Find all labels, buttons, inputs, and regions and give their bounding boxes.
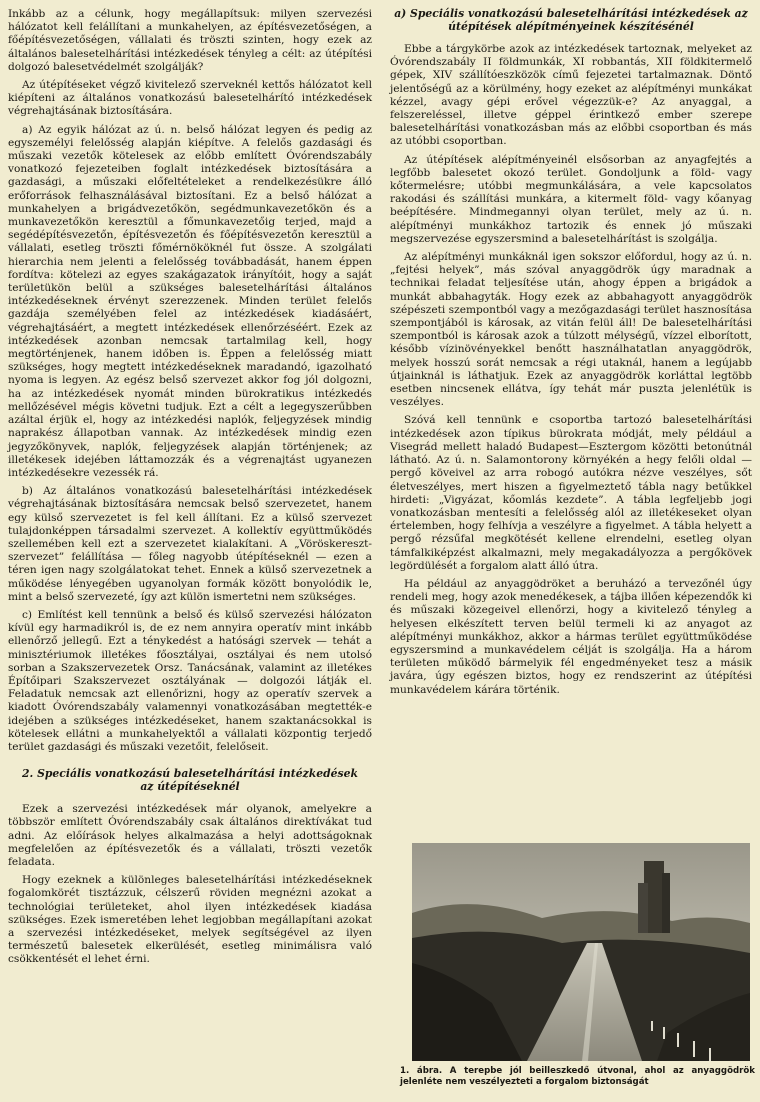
subsection-heading: a) Speciális vonatkozású balesetelhárítási intézkedések az útépítések alépítményeinek készítésénél	[394, 7, 748, 33]
paragraph: Az útépítések alépítményeinél elsősorban az anyagfejtés a legfőbb balesetet okozó terület. Gondoljunk a föld- vagy kőtermelésre; utóbbi megmunkálására, a vele kapcsolatos rakodási és szállítási munkára, a kitermelt föld- vagy kőanyag beépítésére. Mindmegannyi olyan terület, mely az ú. n. alépítményi munkákhoz tartozik és ennek jó műszaki megszervezése egyszersmind a balesetelhárítást is szolgálja.	[390, 153, 752, 245]
paragraph: Inkább az a célunk, hogy megállapítsuk: milyen szervezési hálózatot kell felállítani a munkahelyen, az építésvezetőségen, a főépítésvezetőségen, vállalati és tröszti szinten, hogy ezek az általános balesetelhárítási intézkedések tényleg a célt: az útépítési dolgozó balesetvédelmét szolgálják?	[8, 8, 372, 73]
road-photo	[412, 843, 750, 1061]
paragraph: Az alépítményi munkáknál igen sokszor előfordul, hogy az ú. n. „fejtési helyek”, más szóval anyaggödrök úgy maradnak a technikai feladat teljesítése után, ahogy éppen a brigádok a munkát abbahagyták. Hogy ezek az abbahagyott anyaggödrök szépészeti szempontból vagy a mezőgazdasági terület hasznosítása szempontjából is károsak, az vitán felül áll! De balesetelhárítási szempontból is károsak azok a túlzott mélységű, vízzel elborított, később vízinövényekkel benőtt használhatatlan anyaggödrök, melyek hosszú sorát nemcsak a régi utaknál, hanem a legújabb útjainknál is láthatjuk. Ezek az anyaggödrök korláttal legtöbb esetben nincsenek ellátva, így tehát már puszta jelenlétük is veszélyes.	[390, 251, 752, 409]
paragraph: b) Az általános vonatkozású balesetelhárítási intézkedések végrehajtásának biztosítására nemcsak belső szervezetet, hanem egy külső szervezetet is fel kell állítani. Ez a külső szervezet tulajdonképpen társadalmi szervezet. A kollektív együttműködés szellemében kell ezt a szervezetet kialakítani. A „Vöröskereszt-szervezet” felállítása — főleg nagyobb útépítéseknél — ezen a téren igen nagy szolgálatokat tehet. Ennek a külső szervezetnek a működése lényegében ugyanolyan formák között bonyolódik le, mint a belső szervezeté, így azt külön ismertetni nem szükséges.	[8, 485, 372, 603]
paragraph: Az útépítéseket végző kivitelező szerveknél kettős hálózatot kell kiépíteni az általános vonatkozású balesetelhárító intézkedések végrehajtásának biztosítására.	[8, 79, 372, 118]
paragraph: a) Az egyik hálózat az ú. n. belső hálózat legyen és pedig az egyszemélyi felelősség alapján kiépítve. A felelős gazdasági és műszaki vezetők kötelesek az előbb említett Óvórendszabály vonatkozó fejezeteiben foglalt intézkedések biztosítására a gazdasági, a műszaki előfeltételeket a rendelkezésükre álló erőforrások felhasználásával biztosítani. Ez a belső hálózat a munkahelyen a brigádvezetőkön, segédmunkavezetőkön és a munkavezetőkön keresztül a főmunkavezetőig terjed, majd a segédépítésvezetőn, építésvezetőn és főépítésvezetőn keresztül a vállalati, esetleg tröszti főmérnököknél fut össze. A szolgálati hierarchia nem jelenti a felelősség továbbadását, hanem éppen fordítva: kötelezi az egyes szakágazatok irányítóit, hogy a saját területükön belül a szükséges balesetelhárítási általános intézkedéseknek érvényt szerezzenek. Minden terület felelős gazdája személyében felel az intézkedések kiadásáért, végrehajtásáért, a megtett intézkedések ellenőrzéséért. Ezek az intézkedések azonban nemcsak tartalmilag kell, hogy megtörténjenek, hanem időben is. Éppen a felelősség miatt szükséges, hogy megtett intézkedéseknek maradandó, igazolható nyoma is legyen. Az egész belső szervezet akkor fog jól dolgozni, ha az intézkedések nyomát minden bürokratikus intézkedés mellőzésével mégis követni tudjuk. Ezt a célt a legegyszerűbben azáltal érjük el, hogy az intézkedési naplók, feljegyzések mindig naprakész állapotban vannak. Az intézkedések mindig ezen jegyzőkönyvek, naplók, feljegyzések alapján történjenek; az illetékesek idejében láttamozzák és a végrenajtást ugyanezen intézkedésekre vezessék rá.	[8, 123, 372, 479]
paragraph: Szóvá kell tennünk e csoportba tartozó balesetelhárítási intézkedések azon típikus bürokrata módját, mely például a Visegrád mellett haladó Budapest—Esztergom közötti betonútnál látható. Az ú. n. Salamontorony környékén a hegy felőli oldal — pergő köveivel az arra robogó autókra nézve veszélyes, sőt életveszélyes, mert hiszen a figyelmeztető tábla nagy betűkkel hirdeti: „Vigyázat, kőomlás kezdete”. A tábla legfeljebb jogi vonatkozásban mentesíti a felelősség alól az illetékeseket olyan értelemben, hogy felhívja a veszélyre a figyelmet. A tábla helyett a pergő rézsűfal megkötését kellene elrendelni, esetleg olyan támfalkiképzést alkalmazni, mely megakadályozza a pergőkövek legördülését a forgalom alatt álló útra.	[390, 414, 752, 572]
road-landscape-image	[412, 843, 750, 1061]
right-column	[390, 8, 752, 702]
paragraph: Ezek a szervezési intézkedések már olyanok, amelyekre a többször említett Óvórendszabály csak általános direktívákat tud adni. Az előírások helyes alkalmazása a helyi adottságoknak megfelelően az építésvezetők és a vállalati, tröszti vezetők feladata.	[8, 803, 372, 868]
paragraph: c) Említést kell tennünk a belső és külső szervezési hálózaton kívül egy harmadikról is, de ez nem annyira operatív mint inkább ellenőrző jellegű. Ezt a ténykedést a hatósági szervek — tehát a minisztériumok illetékes főosztályai, osztályai és nem utolsó sorban a Szakszervezetek Orsz. Tanácsának, valamint az illetékes Építőipari Szakszervezet osztályának — dolgozói látják el. Feladatuk nemcsak azt ellenőrizni, hogy az operatív szervek a kiadott Óvórendszabály valamennyi vonatkozásában megtették-e idejében a szükséges intézkedéseket, hanem szaktanácsokkal is kötelesek ellátni a munkahelyektől a vállalati központig terjedő terület gazdasági és műszaki vezetőit, felelőseit.	[8, 608, 372, 753]
left-column	[8, 8, 372, 972]
paragraph: Ebbe a tárgykörbe azok az intézkedések tartoznak, melyeket az Óvórendszabály II földmunkák, XI robbantás, XII földkitermelő gépek, XIV szállítóeszközök című fejezetei tartalmaznak. Döntő jelentőségű az a körülmény, hogy ezeket az alépítményi munkákat kézzel, avagy gépi erővel végezzük-e? Az anyaggal, a felszereléssel, illetve géppel érintkező ember szerepe balesetelhárítási vonatkozásban más az előbbi csoportban és más az utóbbi csoportban.	[390, 43, 752, 148]
paragraph: Hogy ezeknek a különleges balesetelhárítási intézkedéseknek fogalomkörét tisztázzuk, célszerű röviden megnézni azokat a technológiai területeket, ahol ilyen intézkedések kiadása szükséges. Ezek ismeretében lehet legjobban megállapítani azokat a szervezési intézkedéseket, melyek segítségével az ilyen természetű balesetek elkerülését, esetleg minimálisra való csökkentését el lehet érni.	[8, 874, 372, 966]
figure-caption: 1. ábra. A terepbe jól beilleszkedő útvonal, ahol az anyaggödrök jelenléte nem veszélyezteti a forgalom biztonságát	[400, 1066, 755, 1087]
paragraph: Ha például az anyaggödröket a beruházó a tervezőnél úgy rendeli meg, hogy azok menedékesek, a tájba illően képezendők ki és műszaki közegeivel ellenőrzi, hogy a kivitelező tényleg a helyesen elkészített terven belül termeli ki az anyagot az alépítményi munkákhoz, akkor a hármas terület együttműködése egyszersmind a munkavédelem célját is szolgálja. Ha a három területen működő bármelyik fél engedményeket tesz a másik javára, úgy egészen biztos, hogy ez rendszerint az útépítési munkavédelem kárára történik.	[390, 577, 752, 696]
section-heading: 2. Speciális vonatkozású balesetelhárítási intézkedések az útépítéseknél	[22, 767, 358, 793]
